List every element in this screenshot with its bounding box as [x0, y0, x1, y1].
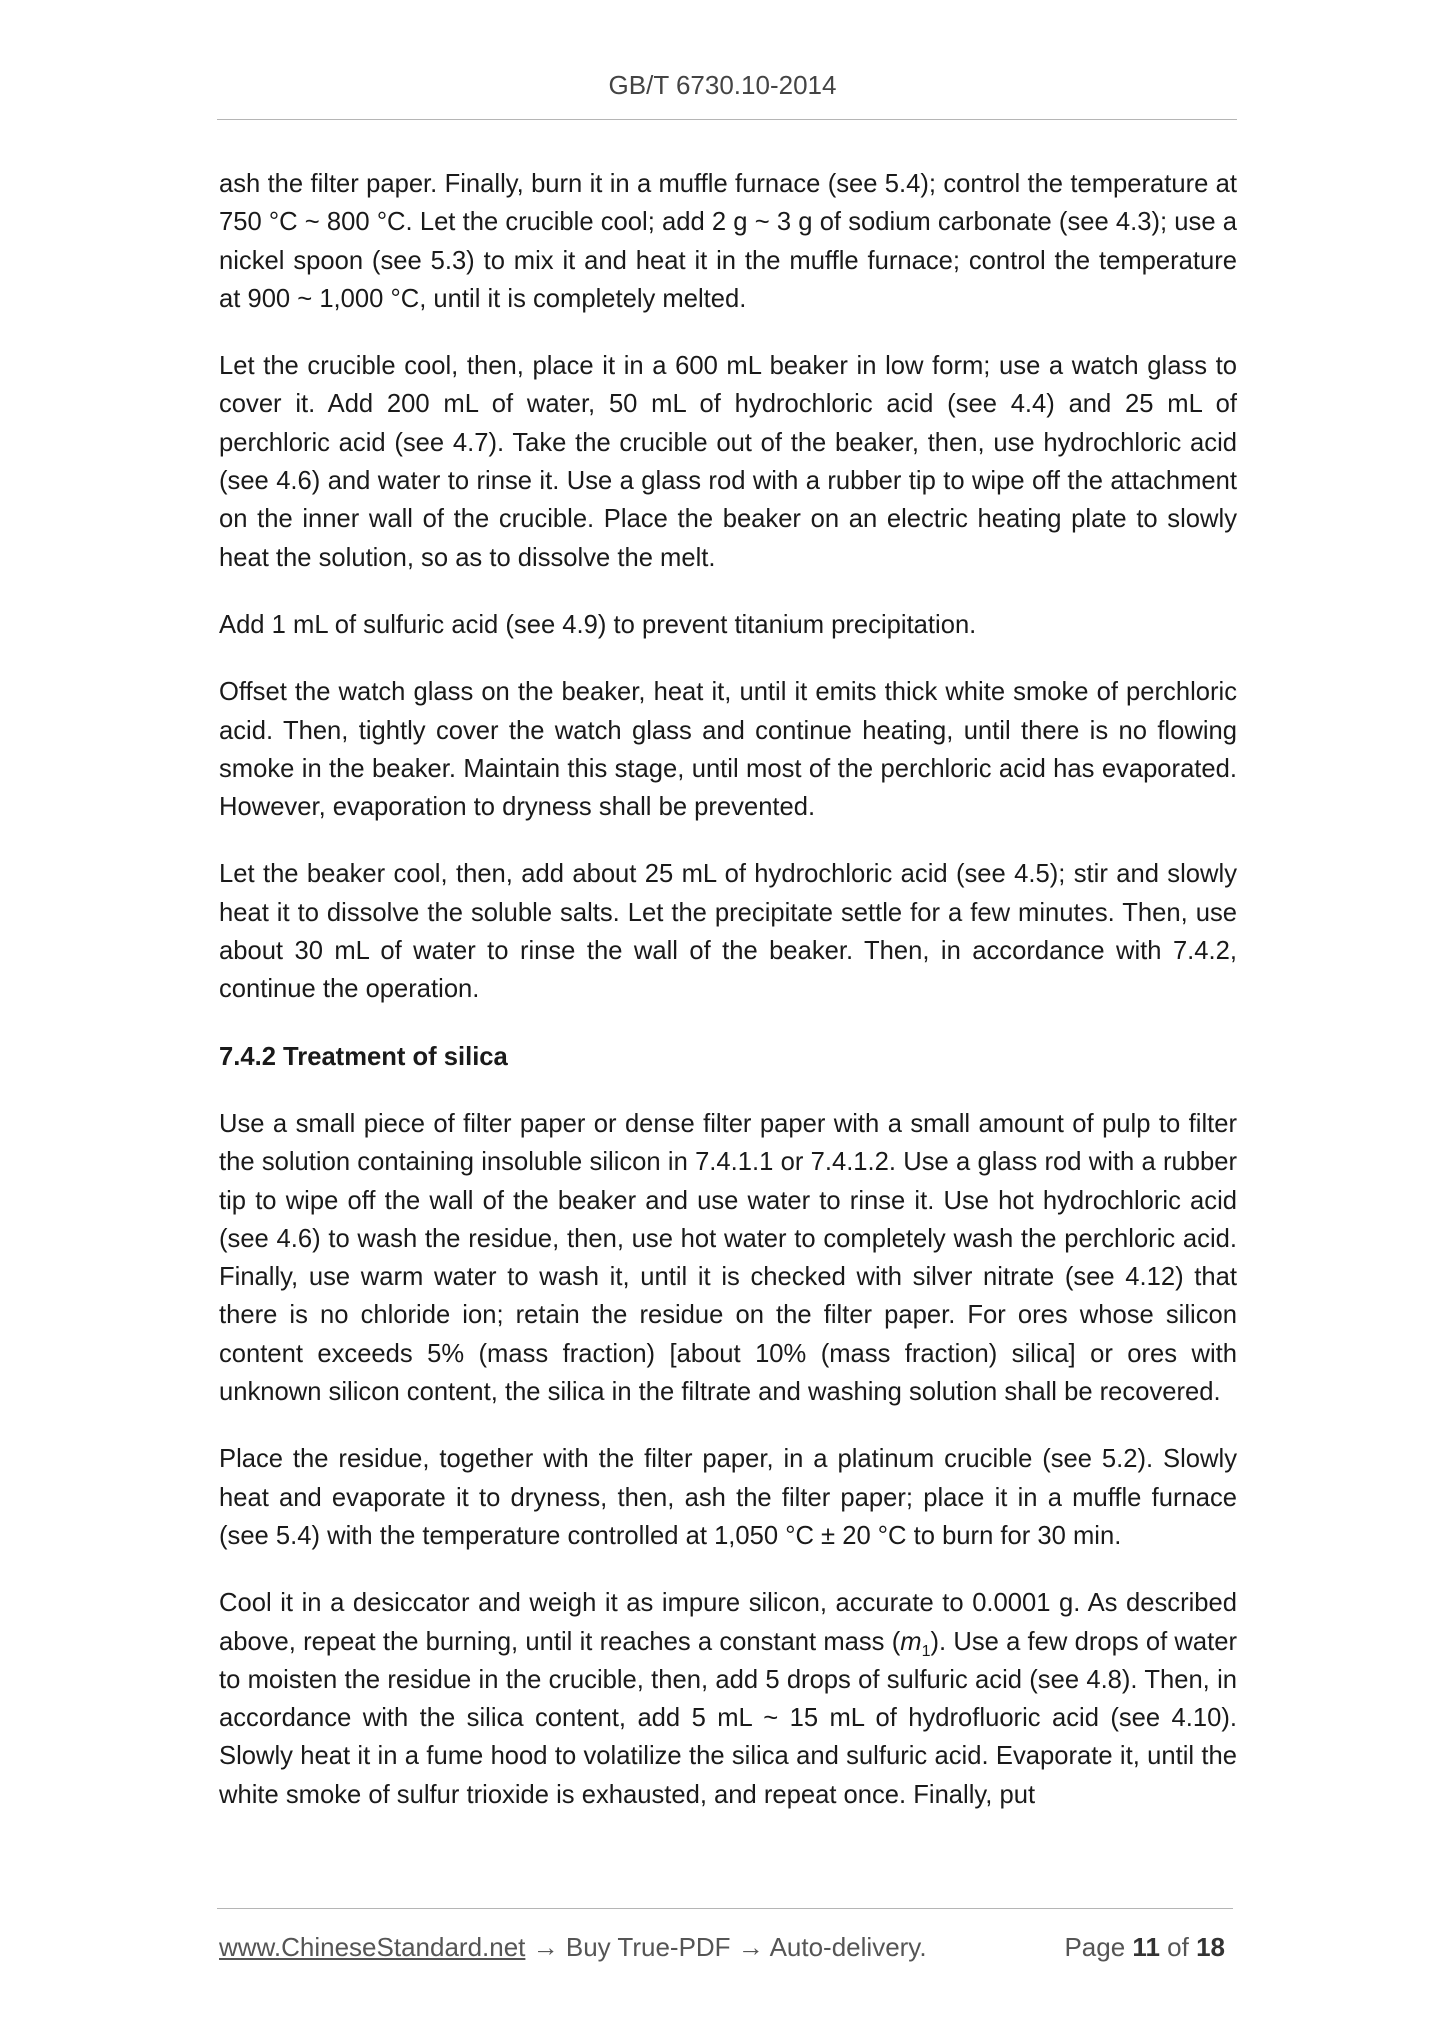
paragraph-3: Add 1 mL of sulfuric acid (see 4.9) to prevent titanium precipitation. — [219, 610, 977, 639]
paragraph-1: ash the filter paper. Finally, burn it in a muffle furnace (see 5.4); control the temperature at 750 °C ~ 800 °C. Let the crucible cool; add 2 g ~ 3 g of sodium carbonate (see 4.3); use a nickel spoon (see 5.3) to mix it and heat it in the muffle furnace; control the temperature at 900 ~ 1,000 °C, until it is completely melted. — [219, 170, 1237, 313]
paragraph-2: Let the crucible cool, then, place it in a 600 mL beaker in low form; use a watch glass to cover it. Add 200 mL of water, 50 mL of hydrochloric acid (see 4.4) and 25 mL of perchloric acid (see 4.7). Take the crucible out of the beaker, then, use hydrochloric acid (see 4.6) and water to rinse it. Use a glass rod with a rubber tip to wipe off the attachment on the inner wall of the crucible. Place the beaker on an electric heating plate to slowly heat the solution, so as to dissolve the melt. — [219, 352, 1237, 572]
mass-variable-subscript: 1 — [921, 1642, 931, 1660]
page-total: 18 — [1196, 1932, 1225, 1962]
document-header: GB/T 6730.10-2014 — [608, 70, 837, 100]
header-divider — [217, 119, 1237, 120]
document-body — [219, 165, 1237, 1843]
footer-divider — [217, 1908, 1233, 1909]
paragraph-8-part-1: Cool it in a desiccator and weigh it as impure silicon, accurate to 0.0001 g. As described above, repeat the burning, until it reaches a constant mass ( — [219, 1589, 1237, 1656]
paragraph-5: Let the beaker cool, then, add about 25 mL of hydrochloric acid (see 4.5); stir and slowly heat it to dissolve the soluble salts. Let the precipitate settle for a few minutes. Then, use about 30 mL of water to rinse the wall of the beaker. Then, in accordance with 7.4.2, continue the operation. — [219, 860, 1237, 1004]
page-number: 11 — [1132, 1932, 1160, 1962]
paragraph-4: Offset the watch glass on the beaker, heat it, until it emits thick white smoke of perchloric acid. Then, tightly cover the watch glass and continue heating, until there is no flowing smoke in the beaker. Maintain this stage, until most of the perchloric acid has evaporated. However, evaporation to dryness shall be prevented. — [219, 678, 1237, 822]
mass-variable: m — [900, 1627, 922, 1656]
page-label: Page — [1064, 1932, 1126, 1962]
site-link[interactable]: www.ChineseStandard.net — [219, 1932, 526, 1962]
section-heading: 7.4.2 Treatment of silica — [219, 1042, 508, 1071]
paragraph-8 — [219, 1584, 1237, 1814]
footer-promo — [219, 1932, 927, 1963]
paragraph-8-part-2: ). Use a few drops of water to moisten the residue in the crucible, then, add 5 drops of sulfuric acid (see 4.8). Then, in accordance with the silica content, add 5 mL ~ 15 mL of hydrofluoric acid (see 4.10). Slowly heat it in a fume hood to volatilize the silica and sulfuric acid. Evaporate it, until the white smoke of sulfur trioxide is exhausted, and repeat once. Finally, put — [219, 1627, 1238, 1809]
of-label: of — [1167, 1932, 1189, 1962]
paragraph-7: Place the residue, together with the filter paper, in a platinum crucible (see 5.2). Slowly heat and evaporate it to dryness, then, ash the filter paper; place it in a muffle furnace (see 5.4) with the temperature controlled at 1,050 °C ± 20 °C to burn for 30 min. — [219, 1445, 1237, 1550]
page-indicator — [1064, 1932, 1225, 1963]
paragraph-6: Use a small piece of filter paper or dense filter paper with a small amount of pulp to filter the solution containing insoluble silicon in 7.4.1.1 or 7.4.1.2. Use a glass rod with a rubber tip to wipe off the wall of the beaker and use water to rinse it. Use hot hydrochloric acid (see 4.6) to wash the residue, then, use hot water to completely wash the perchloric acid. Finally, use warm water to wash it, until it is checked with silver nitrate (see 4.12) that there is no chloride ion; retain the residue on the filter paper. For ores whose silicon content exceeds 5% (mass fraction) [about 10% (mass fraction) silica] or ores with unknown silicon content, the silica in the filtrate and washing solution shall be recovered. — [219, 1109, 1237, 1407]
promo-text: → Buy True-PDF → Auto-delivery. — [525, 1932, 927, 1962]
